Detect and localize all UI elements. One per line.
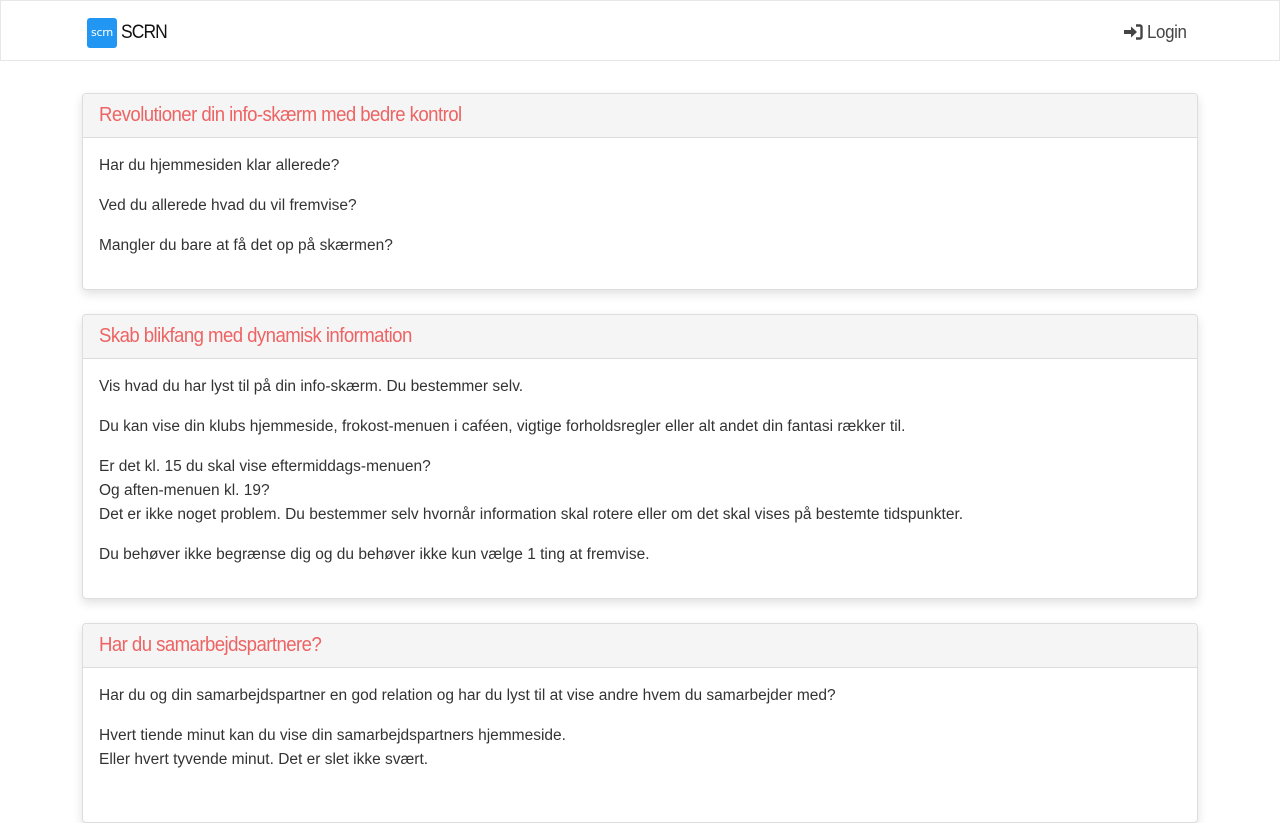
paragraph <box>99 154 1181 178</box>
brand-logo: scrn <box>87 18 117 48</box>
text-line: Eller hvert tyvende minut. Det er slet ikke svært. <box>99 751 429 768</box>
text-line: Og aften-menuen kl. 19? <box>99 482 270 499</box>
text-line: Det er ikke noget problem. Du bestemmer selv hvornår information skal rotere eller om det skal vises på bestemte tidspunkter. <box>99 506 964 523</box>
paragraph <box>99 543 1181 567</box>
text-line: Er det kl. 15 du skal vise eftermiddags-menuen? <box>99 458 431 475</box>
panel-title: Revolutioner din info-skærm med bedre kontrol <box>99 104 462 126</box>
sign-in-icon <box>1124 24 1143 40</box>
text-line: Har du og din samarbejdspartner en god relation og har du lyst til at vise andre hvem du samarbejder med? <box>99 687 836 704</box>
panel-revolution <box>82 93 1198 290</box>
text-line: Har du hjemmesiden klar allerede? <box>99 157 340 174</box>
navbar <box>0 0 1280 61</box>
text-line: Du kan vise din klubs hjemmeside, frokost-menuen i caféen, vigtige forholdsregler eller alt andet din fantasi rækker til. <box>99 418 906 435</box>
panel-body <box>83 359 1197 592</box>
panel-body <box>83 138 1197 283</box>
paragraph <box>99 375 1181 399</box>
panel-heading <box>83 624 1197 668</box>
brand-name: SCRN <box>121 22 167 43</box>
paragraph <box>99 455 1181 527</box>
paragraph <box>99 415 1181 439</box>
panel-heading <box>83 94 1197 138</box>
panel-dynamic-info <box>82 314 1198 599</box>
panel-body <box>83 668 1197 797</box>
text-line: Ved du allerede hvad du vil fremvise? <box>99 197 357 214</box>
text-line: Vis hvad du har lyst til på din info-skærm. Du bestemmer selv. <box>99 378 524 395</box>
panel-partners <box>82 623 1198 823</box>
paragraph <box>99 234 1181 258</box>
brand-link[interactable] <box>87 18 171 48</box>
login-link[interactable] <box>1124 19 1189 45</box>
panel-heading <box>83 315 1197 359</box>
text-line: Hvert tiende minut kan du vise din samarbejdspartners hjemmeside. <box>99 727 566 744</box>
paragraph <box>99 194 1181 218</box>
login-label: Login <box>1146 21 1187 42</box>
paragraph <box>99 684 1181 708</box>
text-line: Mangler du bare at få det op på skærmen? <box>99 237 393 254</box>
panel-title: Skab blikfang med dynamisk information <box>99 325 412 347</box>
panel-title: Har du samarbejdspartnere? <box>99 634 322 656</box>
text-line: Du behøver ikke begrænse dig og du behøver ikke kun vælge 1 ting at fremvise. <box>99 546 650 563</box>
paragraph <box>99 724 1181 772</box>
